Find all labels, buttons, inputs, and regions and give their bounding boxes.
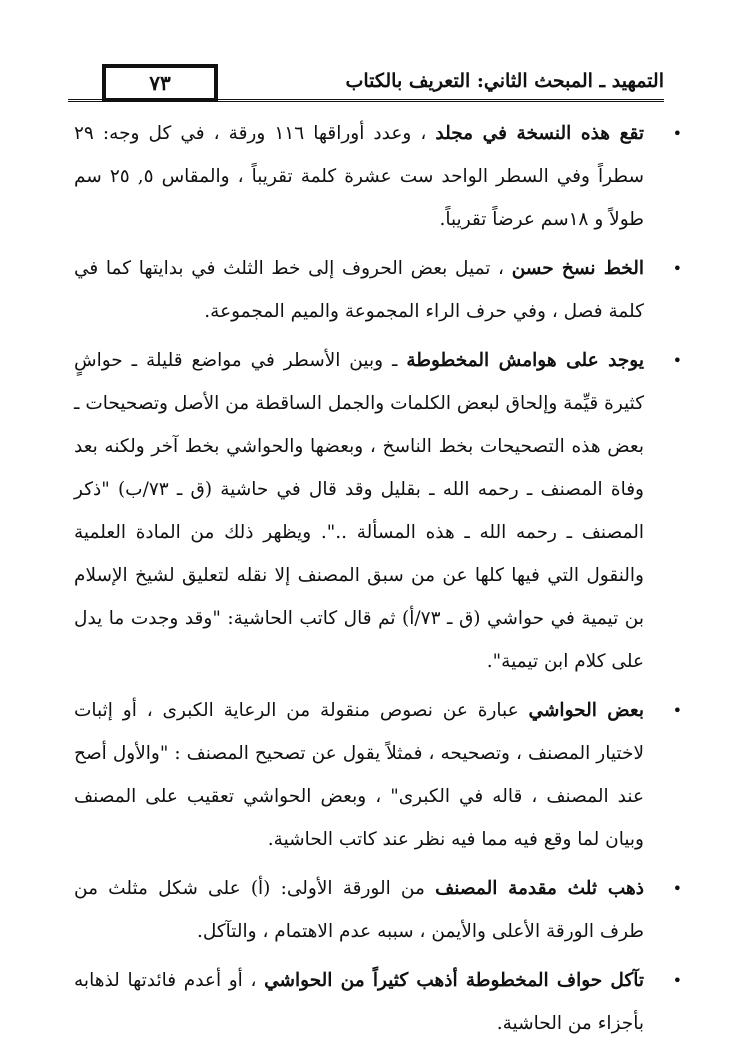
- page-number: ٧٣: [102, 64, 218, 102]
- bullet-lead: ذهب ثلث مقدمة المصنف: [435, 878, 644, 899]
- bullet-lead: تقع هذه النسخة في مجلد: [435, 123, 644, 144]
- bullet-item: [74, 339, 654, 683]
- bullet-item: [74, 959, 654, 1045]
- bullet-item: [74, 689, 654, 861]
- bullet-item: [74, 112, 654, 241]
- bullet-text: ـ وبين الأسطر في مواضع قليلة ـ حواشٍ كثيرة قيِّمة وإلحاق لبعض الكلمات والجمل الساقطة من الأصل وتصحيحات ـ بعض هذه التصحيحات بخط الناسخ ، وبعضها والحواشي بخط آخر ولكنه بعد وفاة المصنف ـ رحمه الله ـ بقليل وقد قال في حاشية (ق ـ ٧٣/ب) "ذكر المصنف ـ رحمه الله ـ هذه المسألة ..". ويظهر ذلك من المادة العلمية والنقول التي فيها كلها عن من سبق المصنف إلا نقله لتعليق لشيخ الإسلام بن تيمية في حواشي (ق ـ ٧٣/أ) ثم قال كاتب الحاشية: "وقد وجدت ما يدل على كلام ابن تيمية".: [74, 350, 644, 672]
- bullet-text: عبارة عن نصوص منقولة من الرعاية الكبرى ، أو إثبات لاختيار المصنف ، وتصحيحه ، فمثلاً يقول عن تصحيح المصنف : "والأول أصح عند المصنف ، قاله في الكبرى" ، وبعض الحواشي تعقيب على المصنف وبيان لما وقع فيه مما فيه نظر عند كاتب الحاشية.: [74, 700, 644, 850]
- bullet-item: [74, 867, 654, 953]
- bullet-text: ، أو أعدم فائدتها لذهابه بأجزاء من الحاشية.: [74, 970, 644, 1034]
- bullet-item: [74, 247, 654, 333]
- bullet-text: من الورقة الأولى: (أ) على شكل مثلث من طرف الورقة الأعلى والأيمن ، سببه عدم الاهتمام ، والتآكل.: [74, 878, 644, 942]
- page-body: [74, 112, 654, 1051]
- bullet-lead: يوجد على هوامش المخطوطة: [406, 350, 645, 371]
- bullet-lead: بعض الحواشي: [528, 700, 644, 721]
- bullet-lead: الخط نسخ حسن: [511, 258, 644, 279]
- running-title: التمهيد ـ المبحث الثاني: التعريف بالكتاب: [228, 70, 664, 92]
- bullet-lead: تآكل حواف المخطوطة أذهب كثيراً من الحواشي: [264, 970, 645, 991]
- page-header: [68, 64, 664, 104]
- bullet-text: ، وعدد أوراقها ١١٦ ورقة ، في كل وجه: ٢٩ سطراً وفي السطر الواحد ست عشرة كلمة تقريباً ، والمقاس ٥, ٢٥ سم طولاً و ١٨سم عرضاً تقريباً.: [74, 123, 644, 230]
- bullet-text: ، تميل بعض الحروف إلى خط الثلث في بدايتها كما في كلمة فصل ، وفي حرف الراء المجموعة والميم المجموعة.: [74, 258, 644, 322]
